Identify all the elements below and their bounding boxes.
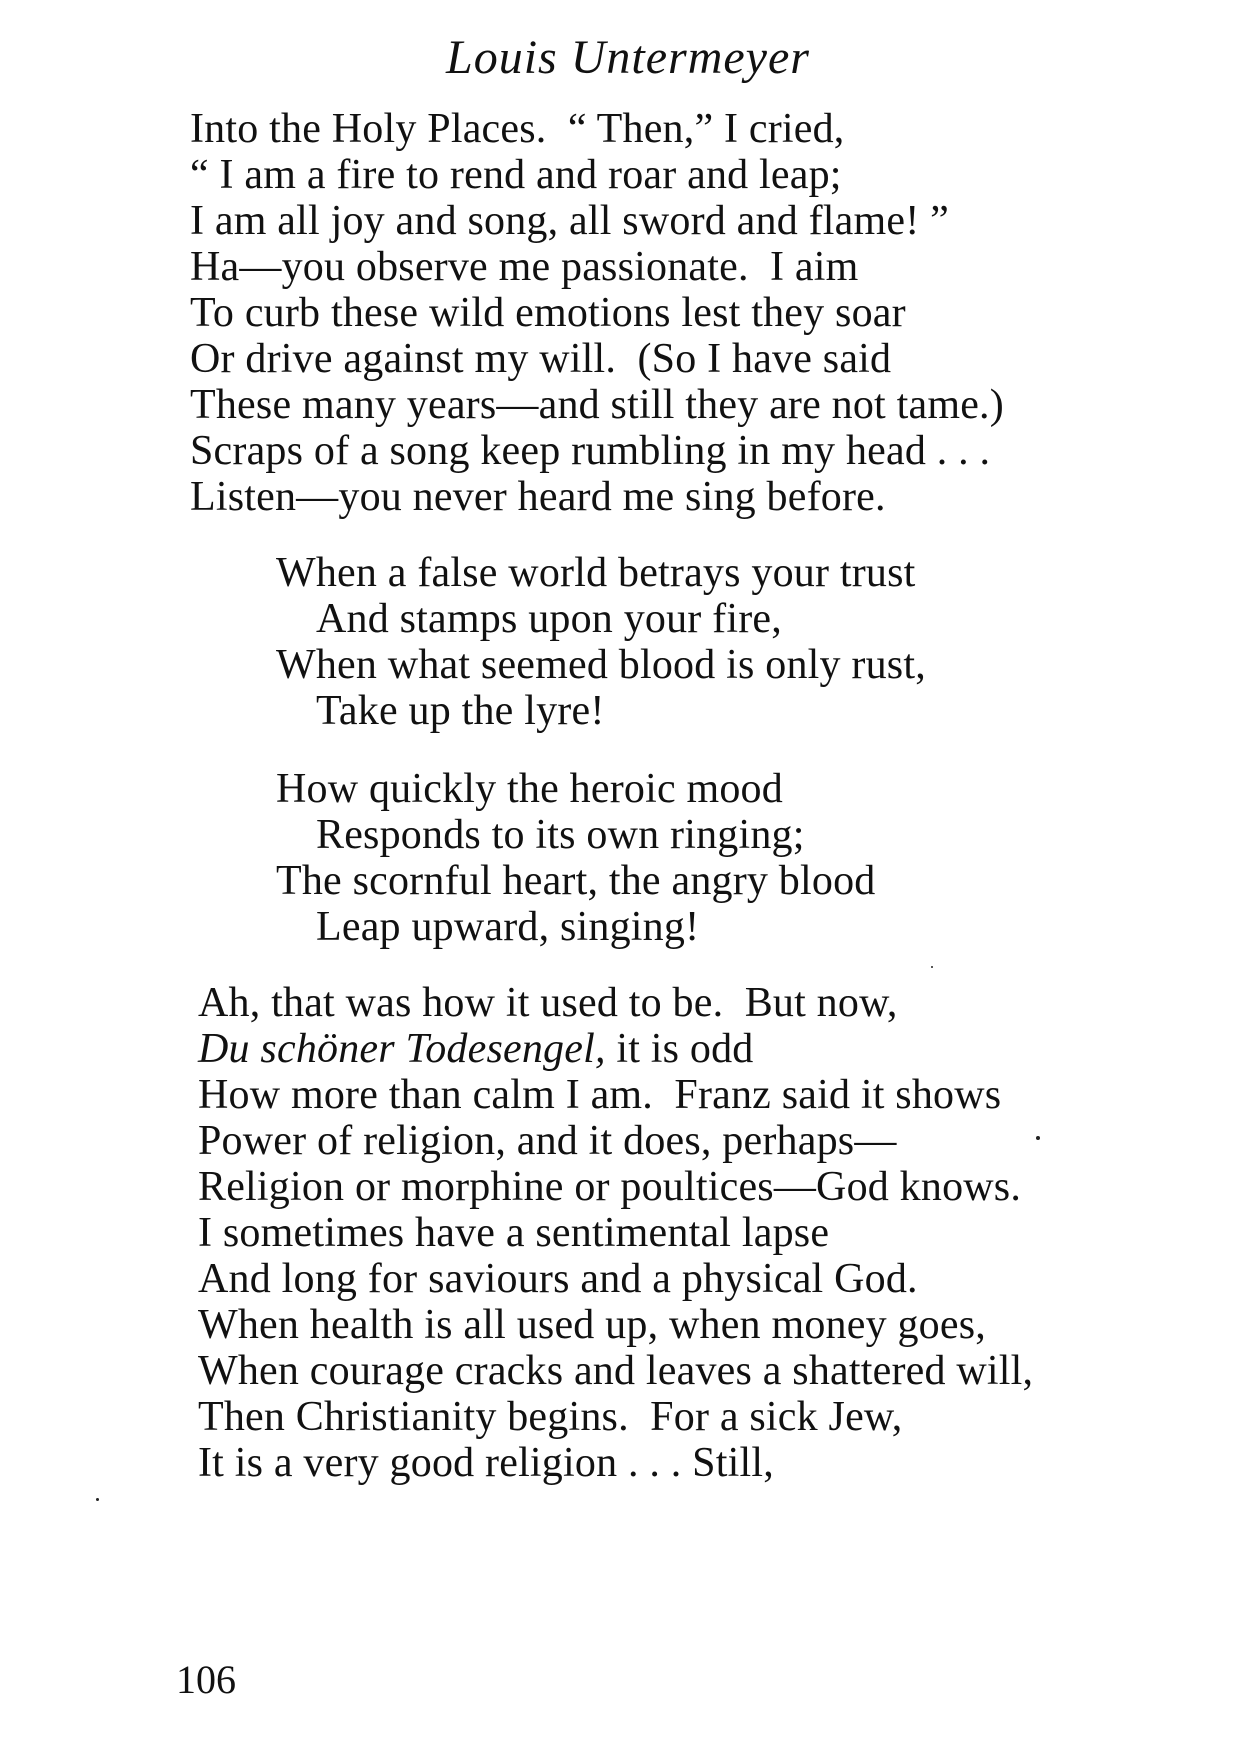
song-line: When what seemed blood is only rust, (276, 642, 926, 688)
verse-line-with-italic (198, 1024, 754, 1074)
verse-line: Ah, that was how it used to be. But now, (198, 980, 898, 1026)
song-line: The scornful heart, the angry blood (276, 858, 876, 904)
verse-line: When courage cracks and leaves a shattered will, (198, 1348, 1034, 1394)
verse-line: Or drive against my will. (So I have said (190, 336, 892, 382)
song-line-indented: Take up the lyre! (316, 688, 605, 734)
page-number: 106 (176, 1657, 236, 1702)
print-speck (1036, 1136, 1040, 1140)
verse-line: It is a very good religion . . . Still, (198, 1440, 774, 1486)
verse-line: I am all joy and song, all sword and flame! ” (190, 198, 949, 244)
verse-line: “ I am a fire to rend and roar and leap; (190, 152, 842, 198)
verse-line: Into the Holy Places. “ Then,” I cried, (190, 106, 845, 152)
italic-phrase: Du schöner Todesengel, (198, 1026, 606, 1072)
verse-line: I sometimes have a sentimental lapse (198, 1210, 830, 1256)
verse-line: Scraps of a song keep rumbling in my head . . . (190, 428, 991, 474)
song-line-indented: Leap upward, singing! (316, 904, 700, 950)
verse-line: Listen—you never heard me sing before. (190, 474, 886, 520)
song-line-indented: Responds to its own ringing; (316, 812, 805, 858)
verse-line: Religion or morphine or poultices—God knows. (198, 1164, 1022, 1210)
verse-line: Power of religion, and it does, perhaps— (198, 1118, 897, 1164)
song-line-indented: And stamps upon your fire, (316, 596, 782, 642)
running-head-author: Louis Untermeyer (446, 31, 810, 84)
verse-line: These many years—and still they are not tame.) (190, 382, 1004, 428)
verse-line: How more than calm I am. Franz said it shows (198, 1072, 1002, 1118)
verse-line: Ha—you observe me passionate. I aim (190, 244, 859, 290)
verse-line: And long for saviours and a physical God. (198, 1256, 918, 1302)
verse-line-rest: it is odd (605, 1026, 754, 1072)
verse-line: To curb these wild emotions lest they soar (190, 290, 906, 336)
song-line: When a false world betrays your trust (276, 550, 916, 596)
verse-line: Then Christianity begins. For a sick Jew, (198, 1394, 903, 1440)
song-line: How quickly the heroic mood (276, 766, 783, 812)
print-speck (931, 966, 933, 968)
verse-line: When health is all used up, when money goes, (198, 1302, 986, 1348)
print-speck (96, 1498, 99, 1501)
